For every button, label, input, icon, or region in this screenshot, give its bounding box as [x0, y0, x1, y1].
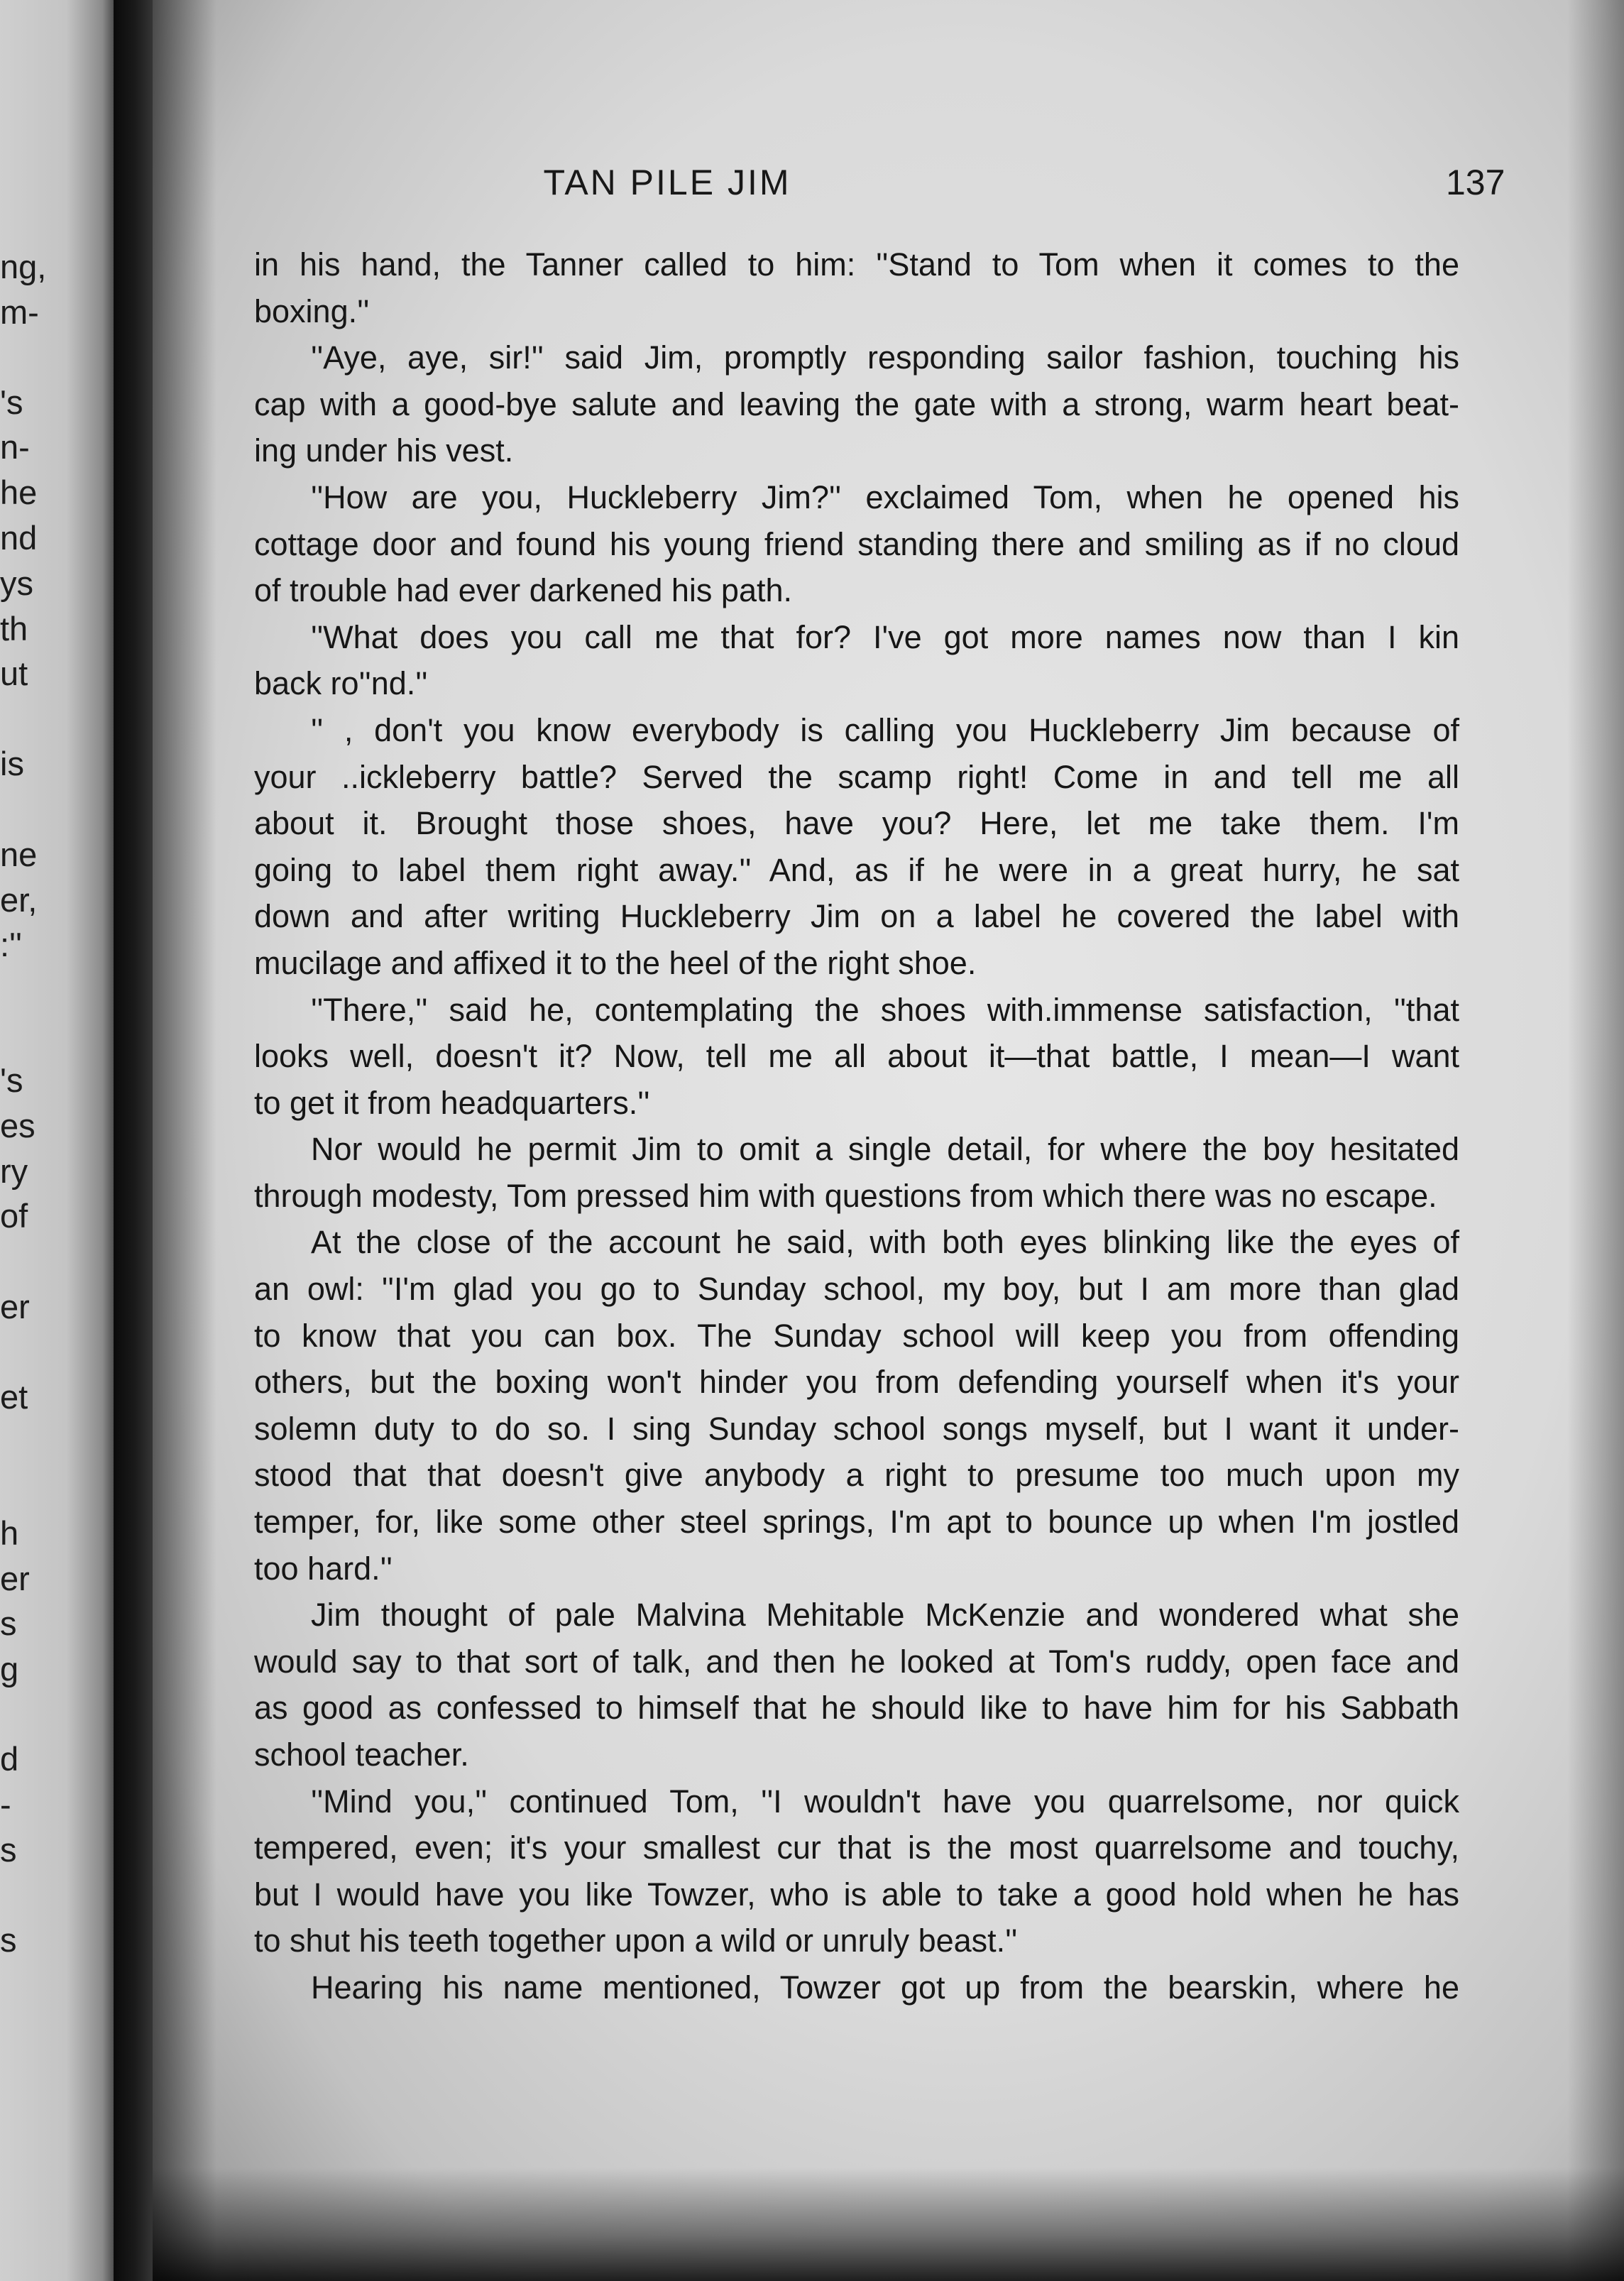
- facing-page-text-fragment: ne: [0, 836, 38, 873]
- body-text: [254, 241, 1459, 2011]
- facing-page-text-fragment: et: [0, 1378, 28, 1416]
- text-line: ''What does you call me that for? I've got more names now than I kin: [311, 618, 1459, 655]
- facing-page-text-fragment: s: [0, 1921, 17, 1959]
- text-line: too hard.'': [254, 1550, 393, 1587]
- text-line: Jim thought of pale Malvina Mehitable McKenzie and wondered what she: [311, 1597, 1459, 1634]
- gutter-shadow: [153, 0, 216, 2281]
- facing-page-text-fragment: is: [0, 745, 24, 782]
- text-line: ''How are you, Huckleberry Jim?'' exclaimed Tom, when he opened his: [311, 478, 1459, 515]
- text-line: would say to that sort of talk, and then he looked at Tom's ruddy, open face and: [254, 1643, 1459, 1680]
- text-line: temper, for, like some other steel springs, I'm apt to bounce up when I'm jostled: [254, 1504, 1459, 1541]
- text-line: ''Aye, aye, sir!'' said Jim, promptly responding sailor fashion, touching his: [311, 339, 1459, 376]
- text-line: about it. Brought those shoes, have you? Here, let me take them. I'm: [254, 805, 1459, 842]
- running-title: TAN PILE JIM: [543, 163, 791, 202]
- text-line: down and after writing Huckleberry Jim on a label he covered the label with: [254, 898, 1459, 935]
- page-edge-shadow: [1567, 0, 1624, 2281]
- facing-page-text-fragment: er: [0, 1560, 30, 1597]
- facing-page-text-fragment: ys: [0, 564, 33, 602]
- facing-page-text-fragment: nd: [0, 519, 38, 557]
- text-line: school teacher.: [254, 1736, 469, 1773]
- facing-page-text-fragment: th: [0, 610, 28, 647]
- text-line: of trouble had ever darkened his path.: [254, 572, 793, 609]
- book-page: [153, 0, 1624, 2281]
- facing-page-text-fragment: 's: [0, 1061, 23, 1099]
- text-line: ''There,'' said he, contemplating the shoes with.immense satisfaction, ''that: [311, 991, 1459, 1028]
- facing-page-text-fragment: h: [0, 1514, 19, 1552]
- text-line: Nor would he permit Jim to omit a single detail, for where the boy hesitated: [311, 1131, 1459, 1168]
- text-line: your ..ickleberry battle? Served the scamp right! Come in and tell me all: [254, 758, 1459, 795]
- facing-page-text-fragment: 's: [0, 383, 23, 421]
- text-line: mucilage and affixed it to the heel of the right shoe.: [254, 944, 977, 981]
- text-line: but I would have you like Towzer, who is able to take a good hold when he has: [254, 1876, 1459, 1913]
- text-line: tempered, even; it's your smallest cur that is the most quarrelsome and touchy,: [254, 1829, 1459, 1866]
- text-line: to get it from headquarters.'': [254, 1084, 650, 1121]
- facing-page-text-fragment: -: [0, 1785, 11, 1823]
- text-line: back ro''nd.'': [254, 665, 428, 702]
- facing-page-text-fragment: es: [0, 1107, 35, 1144]
- facing-page-text-fragment: :'': [0, 926, 23, 963]
- facing-page-text-fragment: ut: [0, 655, 28, 692]
- facing-page-text-fragment: s: [0, 1831, 17, 1869]
- text-line: stood that that doesn't give anybody a right to presume too much upon my: [254, 1457, 1459, 1494]
- text-line: as good as confessed to himself that he should like to have him for his Sabbath: [254, 1690, 1459, 1727]
- facing-page-text-fragment: of: [0, 1197, 28, 1235]
- text-line: going to label them right away.'' And, as if he were in a great hurry, he sat: [254, 851, 1459, 888]
- text-line: solemn duty to do so. I sing Sunday school songs myself, but I want it under-: [254, 1410, 1459, 1447]
- facing-page-text-fragment: s: [0, 1604, 17, 1642]
- text-line: looks well, doesn't it? Now, tell me all about it—that battle, I mean—I want: [254, 1038, 1459, 1075]
- facing-page-text-fragment: d: [0, 1740, 19, 1778]
- text-line: ing under his vest.: [254, 432, 514, 469]
- page-number: 137: [1446, 163, 1505, 202]
- facing-page-text-fragment: ry: [0, 1152, 28, 1190]
- facing-page-text-fragment: m-: [0, 293, 39, 331]
- text-line: an owl: ''I'm glad you go to Sunday school, my boy, but I am more than glad: [254, 1271, 1459, 1308]
- page-bottom-shadow: [153, 2167, 1624, 2281]
- facing-page-edge: [0, 0, 121, 2281]
- text-line: '' , don't you know everybody is calling you Huckleberry Jim because of: [311, 711, 1459, 748]
- text-line: At the close of the account he said, with both eyes blinking like the eyes of: [311, 1224, 1459, 1261]
- text-line: through modesty, Tom pressed him with questions from which there was no escape.: [254, 1177, 1437, 1214]
- facing-page-text-fragment: er,: [0, 881, 38, 919]
- text-line: cottage door and found his young friend standing there and smiling as if no cloud: [254, 525, 1459, 562]
- text-line: cap with a good-bye salute and leaving the gate with a strong, warm heart beat-: [254, 385, 1459, 422]
- text-line: Hearing his name mentioned, Towzer got up from the bearskin, where he: [311, 1969, 1459, 2006]
- facing-page-text-fragment: er: [0, 1288, 30, 1325]
- text-line: ''Mind you,'' continued Tom, ''I wouldn't have you quarrelsome, nor quick: [311, 1783, 1459, 1820]
- book-gutter: [114, 0, 156, 2281]
- text-line: boxing.'': [254, 292, 370, 329]
- text-line: others, but the boxing won't hinder you from defending yourself when it's your: [254, 1364, 1459, 1401]
- running-head: [153, 162, 1624, 204]
- text-line: in his hand, the Tanner called to him: ''Stand to Tom when it comes to the: [254, 246, 1459, 283]
- facing-page-text-fragment: g: [0, 1650, 19, 1687]
- facing-page-text-fragment: ng,: [0, 248, 47, 285]
- facing-page-text-fragment: n-: [0, 428, 30, 466]
- text-line: to know that you can box. The Sunday school will keep you from offending: [254, 1317, 1459, 1354]
- facing-page-text-fragment: he: [0, 474, 38, 511]
- text-line: to shut his teeth together upon a wild or unruly beast.'': [254, 1922, 1018, 1959]
